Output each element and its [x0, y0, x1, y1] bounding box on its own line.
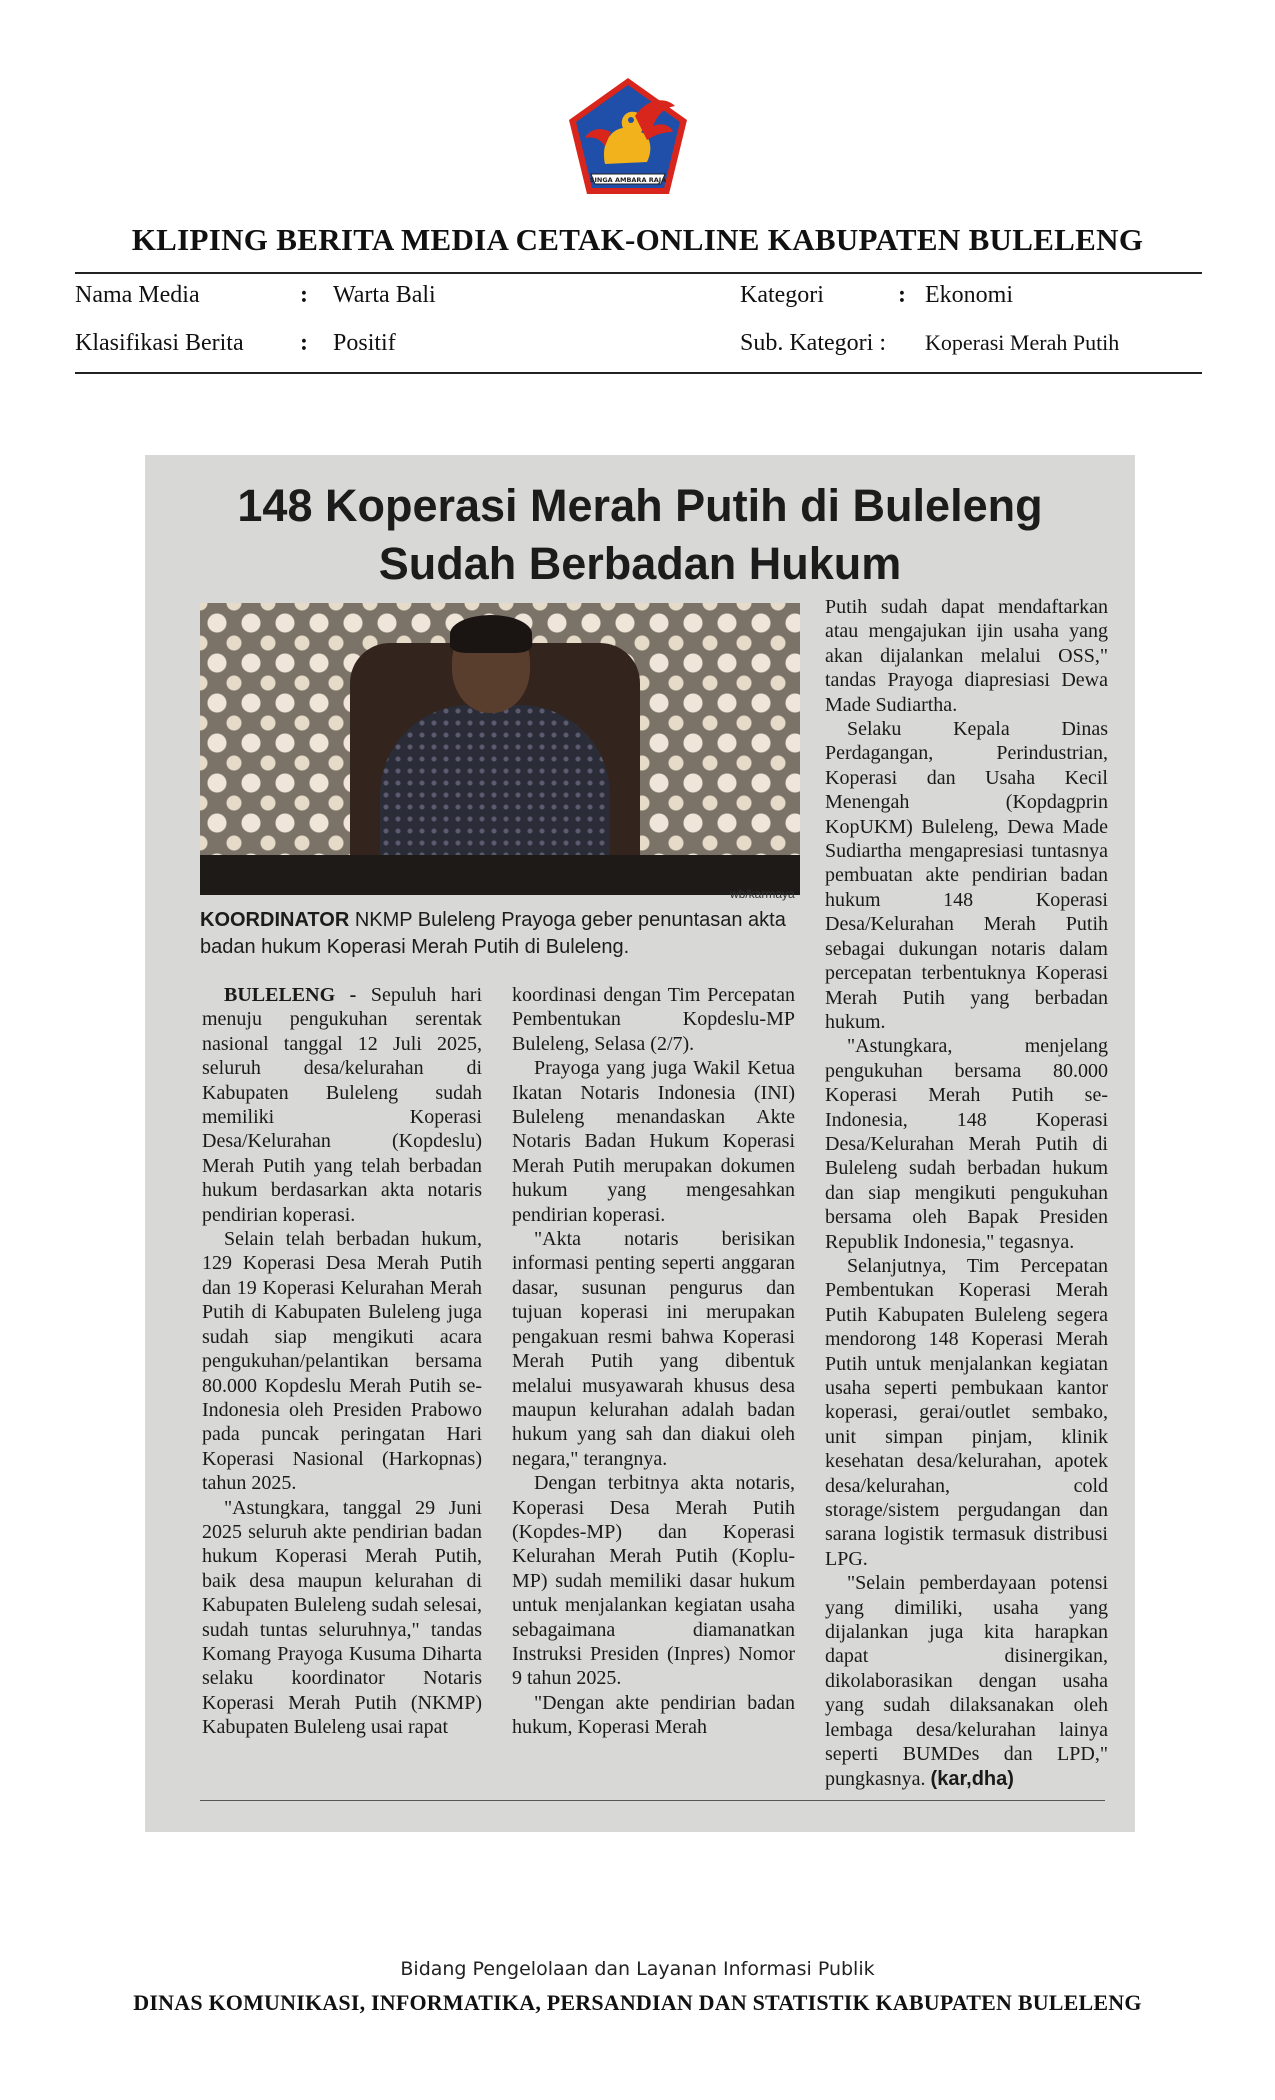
media-colon: :: [300, 282, 308, 308]
photo-person-hair: [450, 615, 532, 653]
col2-paragraph-2: Prayoga yang juga Wakil Ketua Ikatan Notaris Indonesia (INI) Buleleng menandaskan Akte Notaris Badan Hukum Koperasi Merah Putih merupakan dokumen hukum yang mengesahkan pendirian koperasi.: [512, 1057, 795, 1226]
col1-paragraph-1: [202, 983, 482, 1227]
headline-line-1: 148 Koperasi Merah Putih di Buleleng: [237, 480, 1043, 531]
photo-caption: [200, 907, 800, 961]
category-label: Kategori: [740, 282, 824, 308]
headline-line-2: Sudah Berbadan Hukum: [378, 538, 902, 589]
photo-credit: wb/karmaya: [730, 887, 795, 901]
news-clipping: [145, 455, 1135, 1832]
article-headline: [145, 477, 1135, 593]
article-column-3: [825, 595, 1108, 1791]
col1-paragraph-2: Selain telah berbadan hukum, 129 Koperasi Desa Merah Putih dan 19 Koperasi Kelurahan Merah Putih di Kabupaten Buleleng juga sudah siap mengikuti acara pengukuhan/pelantikan bersama 80.000 Kopdeslu Merah Putih se-Indonesia oleh Presiden Prabowo pada puncak peringatan Hari Koperasi Nasional (Harkopnas) tahun 2025.: [202, 1228, 482, 1495]
col1-paragraph-1-text: Sepuluh hari menuju pengukuhan serentak nasional tanggal 12 Juli 2025, seluruh desa/kelurahan di Kabupaten Buleleng sudah memiliki Koperasi Desa/Kelurahan (Kopdeslu) Merah Putih yang telah berbadan hukum berdasarkan akta notaris pendirian koperasi.: [202, 984, 482, 1226]
classification-label: Klasifikasi Berita: [75, 330, 244, 356]
footer-agency: DINAS KOMUNIKASI, INFORMATIKA, PERSANDIAN DAN STATISTIK KABUPATEN BULELENG: [133, 1990, 1142, 2015]
col3-paragraph-4: Selanjutnya, Tim Percepatan Pembentukan Koperasi Merah Putih Kabupaten Buleleng segera mendorong 148 Koperasi Merah Putih untuk menjalankan kegiatan usaha seperti pembukaan kantor koperasi, gerai/outlet sembako, unit simpan pinjam, klinik kesehatan desa/kelurahan, apotek desa/kelurahan, cold storage/sistem pergudangan dan sarana logistik termasuk distribusi LPG.: [825, 1254, 1108, 1570]
header-divider-bottom: [75, 372, 1202, 374]
header-divider-top: [75, 272, 1202, 274]
author-signoff: (kar,dha): [930, 1767, 1014, 1790]
emblem-motto: SINGA AMBARA RAJA: [589, 176, 667, 184]
col3-paragraph-2: Selaku Kepala Dinas Perdagangan, Perindustrian, Koperasi dan Usaha Kecil Menengah (Kopdagprin KopUKM) Buleleng, Dewa Made Sudiartha mengapresiasi tuntasnya pembuatan akte pendirian badan hukum 148 Koperasi Desa/Kelurahan Merah Putih sebagai dukungan notaris dalam percepatan terbentuknya Koperasi Merah Putih yang berbadan hukum.: [825, 718, 1108, 1033]
subcategory-value: Koperasi Merah Putih: [925, 330, 1120, 355]
media-value: Warta Bali: [333, 282, 436, 308]
photo-desk: [200, 855, 800, 895]
col2-paragraph-5: "Dengan akte pendirian badan hukum, Koperasi Merah: [512, 1691, 795, 1739]
article-photo: [200, 603, 800, 895]
col1-paragraph-3: "Astungkara, tanggal 29 Juni 2025 seluruh akte pendirian badan hukum Koperasi Merah Putih, baik desa maupun kelurahan di Kabupaten Buleleng sudah selesai, sudah tuntas seluruhnya," tandas Komang Prayoga Kusuma Diharta selaku koordinator Notaris Koperasi Merah Putih (NKMP) Kabupaten Buleleng usai rapat: [202, 1496, 482, 1739]
regency-emblem: [565, 76, 691, 202]
dateline: BULELENG -: [224, 984, 357, 1006]
col3-paragraph-5: [825, 1571, 1108, 1791]
article-column-1: [202, 983, 482, 1740]
col3-paragraph-3: "Astungkara, menjelang pengukuhan bersama 80.000 Koperasi Merah Putih se-Indonesia, 148 Koperasi Desa/Kelurahan Merah Putih di Buleleng sudah berbadan hukum dan siap mengikuti pengukuhan bersama oleh Bapak Presiden Republik Indonesia," tegasnya.: [825, 1035, 1108, 1253]
subcategory-label: Sub. Kategori :: [740, 330, 886, 356]
caption-lead: KOORDINATOR: [200, 909, 350, 931]
col3-paragraph-5-text: "Selain pemberdayaan potensi yang dimiliki, usaha yang dijalankan juga kita harapkan dapat disinergikan, dikolaborasikan dengan usaha yang sudah dilaksanakan oleh lembaga desa/kelurahan lainya seperti BUMDes dan LPD," pungkasnya.: [825, 1572, 1108, 1790]
category-value: Ekonomi: [925, 282, 1013, 308]
classification-value: Positif: [333, 330, 396, 356]
page-title: KLIPING BERITA MEDIA CETAK-ONLINE KABUPATEN BULELENG: [131, 222, 1144, 257]
col2-paragraph-3: "Akta notaris berisikan informasi penting seperti anggaran dasar, susunan pengurus dan tujuan koperasi ini merupakan pengakuan resmi bahwa Koperasi Merah Putih yang dibentuk melalui musyawarah khusus desa maupun kelurahan adalah badan hukum yang sah dan diakui oleh negara," terangnya.: [512, 1228, 795, 1470]
col2-paragraph-4: Dengan terbitnya akta notaris, Koperasi Desa Merah Putih (Kopdes-MP) dan Koperasi Kelurahan Merah Putih (Koplu-MP) sudah memiliki dasar hukum untuk menjalankan kegiatan usaha sebagaimana diamanatkan Instruksi Presiden (Inpres) Nomor 9 tahun 2025.: [512, 1472, 795, 1690]
col3-paragraph-1: Putih sudah dapat mendaftarkan atau mengajukan ijin usaha yang akan dijalankan melalui OSS," tandas Prayoga diapresiasi Dewa Made Sudiartha.: [825, 596, 1108, 716]
article-column-2: [512, 983, 795, 1740]
col2-paragraph-1: koordinasi dengan Tim Percepatan Pembentukan Kopdeslu-MP Buleleng, Selasa (2/7).: [512, 984, 795, 1055]
clipping-bottom-rule: [200, 1800, 1105, 1801]
caption-text: NKMP Buleleng Prayoga geber penuntasan akta badan hukum Koperasi Merah Putih di Buleleng.: [200, 909, 786, 958]
category-colon: :: [898, 282, 906, 308]
footer-department: Bidang Pengelolaan dan Layanan Informasi Publik: [400, 1958, 875, 1980]
media-label: Nama Media: [75, 282, 200, 308]
classification-colon: :: [300, 330, 308, 356]
